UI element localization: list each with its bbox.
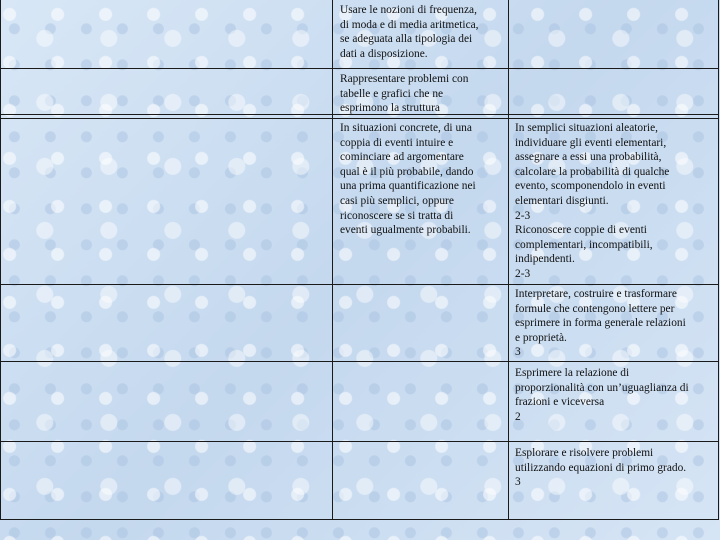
cell-frequency-mode-mean: Usare le nozioni di frequenza, di moda e di media aritmetica, se adeguata alla tipologia dei dati a disposizione. [340,4,479,60]
table-border-bottom [0,519,719,520]
table-border-left [0,0,1,520]
cell-equations: Esplorare e risolvere problemi utilizzando equazioni di primo grado. 3 [515,447,687,489]
row-divider-5 [0,441,719,442]
row-divider-2b [0,118,719,119]
cell-random-situations: In semplici situazioni aleatorie, individuare gli eventi elementari, assegnare a essi una probabilità, calcolare la probabilità di qualche evento, scomponendolo in eventi elementari disgiunti. 2-3 Riconoscere coppie di eventi complementari, incompatibili, indipendenti. 2-3 [515,122,670,280]
column-divider-1 [332,0,333,520]
cell-concrete-situations: In situazioni concrete, di una coppia di eventi intuire e cominciare ad argomentare qual è il più probabile, dando una prima quantificazione nei casi più semplici, oppure riconoscere se si tratta di eventi ugualmente probabili. [340,122,476,237]
column-divider-2 [508,0,509,520]
row-divider-1 [0,68,719,69]
row-divider-3 [0,284,719,285]
cell-represent-problems: Rappresentare problemi con tabelle e grafici che ne esprimono la struttura [340,73,469,115]
row-divider-4 [0,361,719,362]
table-border-right [718,0,719,520]
cell-formulas-letters: Interpretare, costruire e trasformare formule che contengono lettere per esprimere in forma generale relazioni e proprietà. 3 [515,288,686,359]
cell-proportionality: Esprimere la relazione di proporzionalità con un’uguaglianza di frazioni e viceversa 2 [515,367,689,423]
